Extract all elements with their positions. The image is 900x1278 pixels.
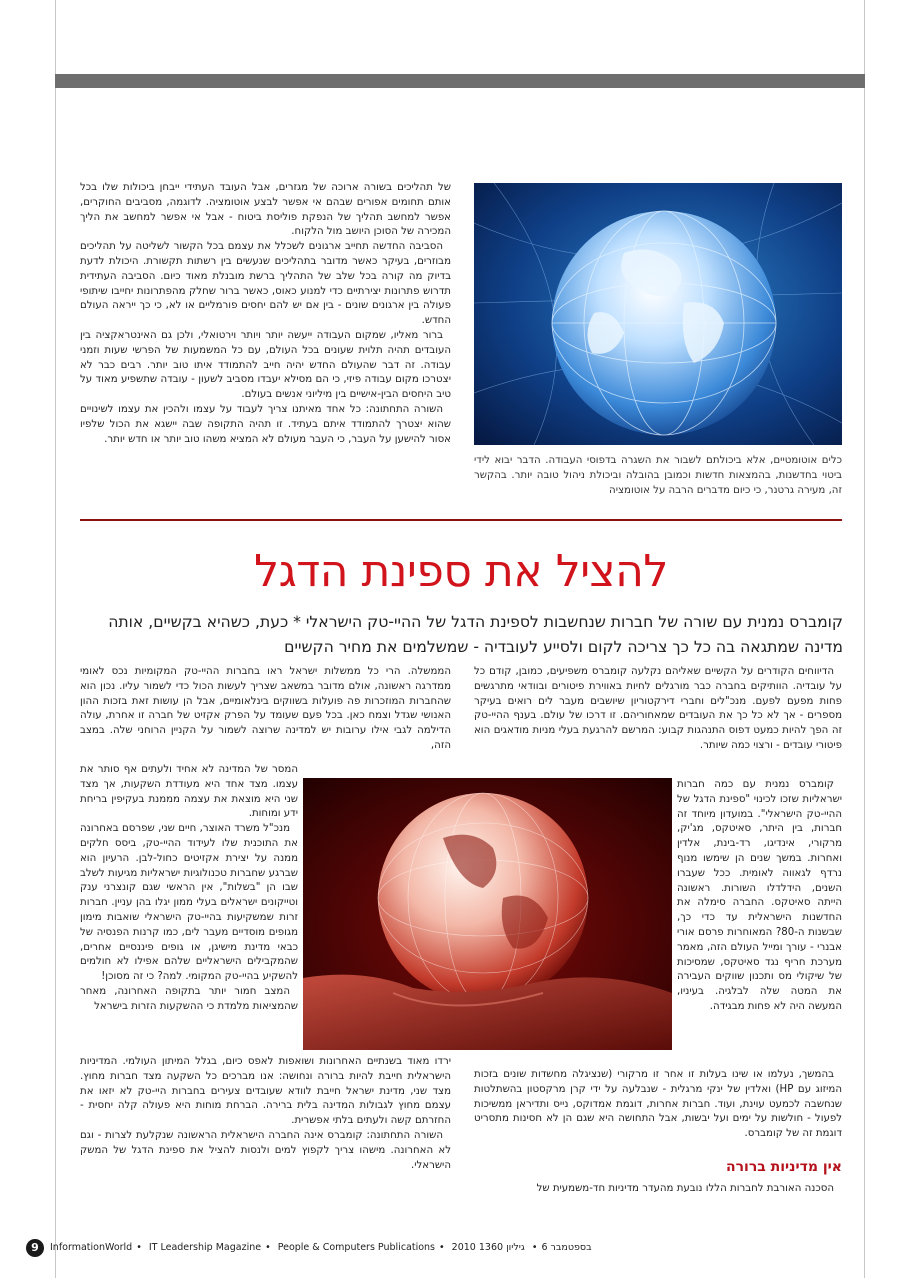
paragraph: המסר של המדינה לא אחיד ולעתים אף סותר את עצמו. מצד אחד היא מעודדת השקעות, אך מצד שני היא מוצאת את עצמה מממנת בעקיפין בריחת ידע ומוחות. xyxy=(80,764,298,820)
paragraph: הדיווחים הקודרים על הקשיים שאליהם נקלעה קומברס משפיעים, כמובן, קודם כל על עובדיה. הוותיקים בחברה כבר מורגלים לחיות באווירת פיטורים ובוודאי מתרגשים פחות מפעם לפעם. מנכ"לים וחברי דירקטוריון שיושבים מעבר לים רואים בעיקר מספרים - אך לא כל כך את העובדים שמאחוריהם. זו דרכו של עולם. בענף ההיי-טק זה הפך להיות כמעט דפוס התנהגות קבוע: המרשם להרגעת בעלי מניות מודאגים הוא פיטורי עובדים - ורצוי כמה שיותר. xyxy=(474,666,842,751)
footer-item: People & Computers Publications xyxy=(277,1242,436,1253)
section-divider xyxy=(80,519,842,521)
body-right-top xyxy=(474,665,842,754)
paragraph: הסביבה החדשה תחייב ארגונים לשכלל את עצמם בכל הקשור לשליטה על תהליכים מבוזרים, בעיקר כאשר מדובר בתהליכים שנעשים בין רשתות תקשורת. היכולת לדעת בדיוק מה קורה בכל שלב של התהליך ברשת מובנלת מאוד כיום. הסביבה העתידית תדרוש פתרונות יצירתיים כדי למנוע כאוס, כאשר ברור שחלק מהפתרונות יחייבו שיתופי פעולה בין ארגונים שונים - בין אם יש להם יחסים פורמליים או לא, כי כך ייראה העולם החדש. xyxy=(80,241,451,327)
paragraph: הסכנה האורבת לחברות הללו נובעת מהעדר מדיניות חד-משמעית של xyxy=(536,1183,834,1194)
headline: להציל את ספינת הדגל xyxy=(254,546,668,597)
footer-item: 2010 בספטמבר 6 xyxy=(451,1242,592,1253)
hand-globe-illustration xyxy=(303,778,672,1050)
body-left-narrow xyxy=(80,763,298,1015)
page-footer xyxy=(26,1239,866,1257)
subheadline: קומברס נמנית עם שורה של חברות שנחשבות לספינת הדגל של ההיי-טק הישראלי * כעת, כשהיא בקשיים, אותה מדינה שמתגאה בה כל כך צריכה לקום ולסייע לעובדיה - שמשלמים את מחיר הקשיים xyxy=(108,613,843,656)
footer-item: InformationWorld xyxy=(50,1242,133,1253)
page-number: 9 xyxy=(26,1239,44,1257)
paragraph: מנכ"ל משרד האוצר, חיים שני, שפרסם באחרונה את התוכנית שלו לעידוד ההיי-טק, ביסס חלקים ממנה על יצירת אקזיטים כחול-לבן. הרעיון הוא שברגע שחברות טכנולוגיות ישראליות מגיעות לשלב שבו הן "בשלות", אין הראשי שגם קונצרני ענק וטייקונים ישראלים בעלי ממון יגלו בהן עניין. חברות זרות שמשקיעות בהיי-טק הישראלי שואבות מימון מגופים מוסדיים מעבר לים, כמו קרנות הפנסיה של כבאי מדינת מישיגן, או גופים פיננסיים אחרים, שהמקבילים הישראליים שלהם אפילו לא חולמים להשקיע בהיי-טק המקומי. למה? כי זה מסוכן! xyxy=(80,823,298,983)
paragraph: השורה התחתונה: כל אחד מאיתנו צריך לעבוד על עצמו ולהכין את עצמו לשינויים שהוא יצטרך להתמודד איתם בעתיד. זו תהיה התקופה שבה יישגא את הכול שלפיו אסור להישען על העבר, כי העבר מעולם לא המציא משהו טוב יותר או חדש יותר. xyxy=(80,403,451,445)
paragraph: ירדו מאוד בשנתיים האחרונות ושואפות לאפס כיום, בגלל המיתון העולמי. המדיניות הישראלית חייבת להיות ברורה ונחושה: אנו מברכים כל השקעה מצד חברות מחוץ. מצד שני, מדינת ישראל חייבת לוודא שעובדים צעירים בחברות היי-טק לא יזאו את עצמם מחוץ לגבולות המדינה בלית ברירה. הברחת מוחות היא פעולה קלה יחסית - החזרתם קשה ולעתים בלתי אפשרית. xyxy=(80,1056,451,1127)
hand-globe-photo xyxy=(303,778,672,1050)
body-left-top xyxy=(80,665,451,754)
photo-caption: כלים אוטומטיים, אלא ביכולתם לשבור את השגרה בדפוסי העבודה. הדבר יבוא לידי ביטוי בחדשנות, בהמצאות חדשות וכמובן בהובלה וביכולת ניהול טובה יותר. בהקשר זה, מעירה גרטנר, כי כיום מדברים הרבה על אוטומציה xyxy=(474,455,842,496)
paragraph: של תהליכים בשורה ארוכה של מגזרים, אבל העובד העתידי ייבחן ביכולות שלו בכל אותם תחומים אפורים שבהם אי אפשר לבצע אוטומציה. לדוגמה, מסביבים החוקרים, אפשר למחשב תהליך של הנפקת פוליסת ביטוח - אבל אי אפשר למחשב את הליך המכירה של הסוכן היושב מול הלקוח. xyxy=(80,182,451,238)
body-right-last xyxy=(474,1182,842,1197)
section-heading: אין מדיניות ברורה xyxy=(725,1159,842,1175)
footer-item: גיליון 1360 xyxy=(478,1242,525,1253)
footer-item: IT Leadership Magazine xyxy=(148,1242,262,1253)
paragraph: ברור מאליו, שמקום העבודה ייעשה יותר ויותר וירטואלי, ולכן גם האינטראקציה בין העובדים תהיה תלוית שעונים בכל העולם, עם כל המשמעות של הפרשי שעות וזמני עבודה. זה דבר שהעולם החדש יהיה חייב להתמודד איתו טוב יותר. רבים כבר לא יצטרכו מקום עבודה פיזי, כי הם מסילא יעבדו מסביב לשעון - עובדה שתשפיע מאוד על טיב היחסים הבין-אישיים בין מיליוני אנשים בעולם. xyxy=(80,329,451,401)
body-right-narrow xyxy=(677,778,842,1015)
globe-network-illustration xyxy=(474,183,842,445)
paragraph: השורה התחתונה: קומברס אינה החברה הישראלית הראשונה שנקלעת לצרות - וגם לא האחרונה. מישהו צריך לקפוץ למים ולנסות להציל את ספינת הדגל של המשק הישראלי. xyxy=(80,1129,451,1171)
paragraph: הממשלה. הרי כל ממשלות ישראל ראו בחברות ההיי-טק המקומיות נכס לאומי ממדרגה ראשונה, אולם מדובר במשאב שצריך לעשות הכול כדי לשמור עליו. נכון הוא שהחברות המוזכרות פה פועלות בשווקים בינלאומיים, אבל הן עושות זאת בזכות ההון האנושי שגדל וצמח כאן. בכל פעם שעומד על הפרק אקזיט של חברה זו אחרת, עולה הדילמה לגבי אילו ערובות יש למדינה שרוצה לשמור על הקניין הרוחני שלה. במצב הזה, xyxy=(80,666,451,751)
globe-network-photo xyxy=(474,183,842,445)
header-bar xyxy=(55,74,865,88)
footer-credits: InformationWorld • IT Leadership Magazine • People & Computers Publications • 2010 בספטמבר 6• גיליון 1360 xyxy=(50,1242,592,1253)
top-article-column xyxy=(80,181,451,447)
body-right-bottom xyxy=(474,1068,842,1142)
paragraph: קומברס נמנית עם כמה חברות ישראליות שזכו לכינוי "ספינת הדגל של ההיי-טק הישראלי". במועדון מיוחד זה חברות, בין היתר, סאיטקס, מג'יק, מרקורי, אינדיגו, רד-בינת, אלדין ואחרות. במשך שנים הן שימשו מנוף נרדף לגאווה לאומית. ככל שעברו השנים, הידלדלו השורות. ראשונה הייתה סאיטקס. החברה סימלה את החדשנות הישראלית עד כדי כך, שבשנות ה-80? המאוחרות פרסם אורי אבנרי - עורך ומייל העולם הזה, מאמר מערכת חריף נגד סאיטקס, שמסיכות של שיקולי מס ותכנון שווקים העבירה את המטה שלה לבלגיה. בעיניו, המעשה היה לא פחות מבגידה. xyxy=(677,779,842,1012)
paragraph: המצב חמור יותר בתקופה האחרונה, מאחר שהמציאות מלמדת כי ההשקעות הזרות בישראל xyxy=(80,985,298,1012)
paragraph: בהמשך, נעלמו או שינו בעלות זו אחר זו מרקורי (שנציגלה מחשדות שונים בזכות המיזוג עם HP) ואלדין של ינקי מרגלית - שנבלעה על ידי קרן מרקסטון בהשתלטות שנחשבה לכמעט עוינת, ועוד. חברות אחרות, דוגמת אמדוקס, נייס ותדיראן ממשיכות לפעול - חולשות על ימים ועל יבשות, אבל התחושה היא שגם הן לא חסינות מתסריט דוגמת זה של קומברס. xyxy=(474,1069,843,1140)
body-left-bottom xyxy=(80,1055,451,1173)
